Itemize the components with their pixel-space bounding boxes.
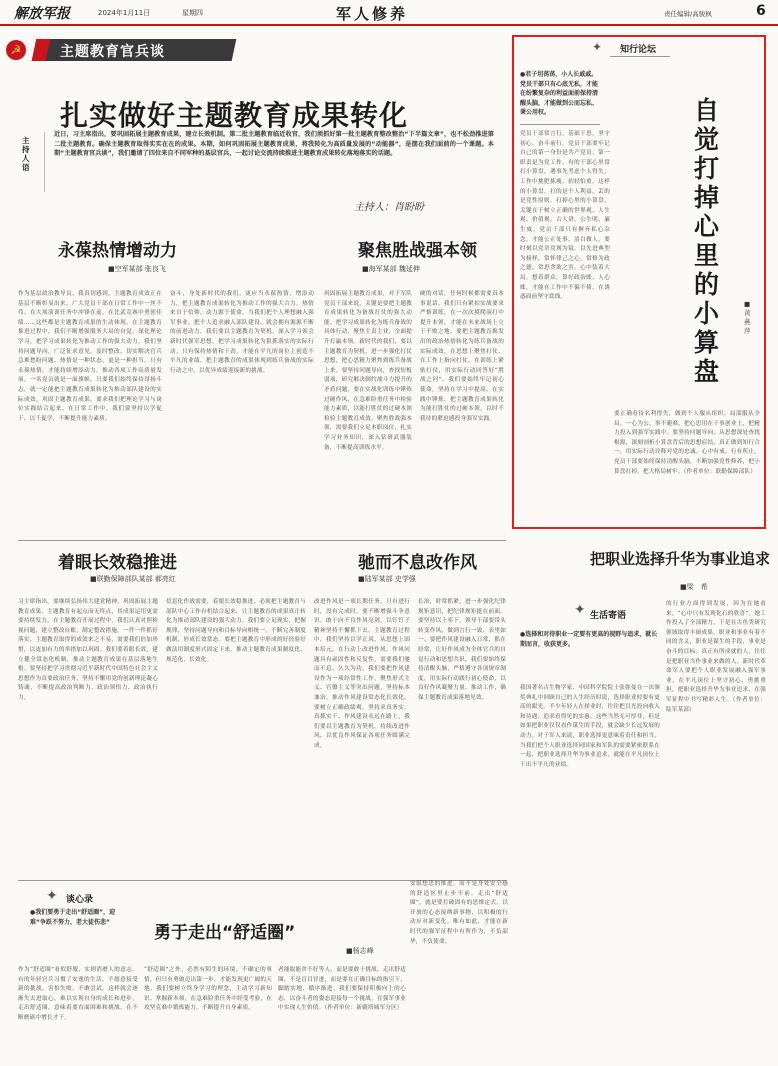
forum-body-b: 要正确看待名利得失，做到个人服从组织、局部服从全局。一心为公、事不避难，把心思用在干事创业上，把精力投入到强军实践中。要坚持问题导向，从思想深处查找根源，深刻剖析小算盘背后的思想症结，真正做到知行合一，用实际行动诠释对党的忠诚。心中有戒，行有所止，党员干部要始终保持清醒头脑，不断加强党性修养，把小算盘打掉，把大格局树牢。（作者单位：联勤保障部队） — [614, 411, 760, 475]
star-icon: ✦ — [592, 40, 603, 54]
forum-body-a: 党员干部常言行，基础于思，坚守初心，奋斗前行。党员干部要牢记自己的第一身份是共产党员，第一职责是为党工作。有的干部心里常打小算盘，遇事先考虑个人得失，工作中挑肥拣瘦、拈轻怕重。这样的小算盘，打的是个人利益，丢的是党性原则。打掉心里的小算盘，关键在于树立正确的世界观、人生观、价值观。古人讲，公生明，廉生威。党员干部只有摒弃私心杂念，才能公正处事、清白做人。要时刻以党章党规为镜，以先进典型为榜样，常怀律己之心，常修为政之德，常思贪欲之害。心中装着大局，想着群众，算好政治账、人心账，才能在工作中不偏不倚，在诱惑面前坚守底线。 — [520, 131, 610, 301]
article-title-2: 聚焦胜战强本领 — [358, 241, 477, 261]
article-body-3b: 信息化作战需要，着眼长效稳推进，必须把主题教育与部队中心工作有机结合起来，让主题教育的成果真正转化为推动部队建设的强大动力。我们要立足现实，把握规律，坚持问题导向和目标导向相统一，不断完善制度机制，形成长效常态。要把主题教育中形成的好经验好做法用制度形式固定下来，推动主题教育成果制度化、规范化、长效化。 — [166, 599, 306, 663]
life-author: ■梁 希 — [680, 583, 708, 591]
section-editor: 责任编辑/高骏枫 — [664, 10, 712, 18]
talk-body-a: 作为“舒适圈”看似舒服，实则消磨人的意志。有的年轻官兵习惯了安逸的生活，不愿意接受新的挑战，害怕失败，不敢尝试。这样就会逐渐失去进取心，难以实现自身的成长和进步。走出舒适圈，意味着要直面困难和挑战，在不断磨砺中增长才干。 — [18, 967, 138, 1021]
article-byline-2: ■海军某部 魏延伸 — [362, 265, 420, 273]
article-body-4a: 改进作风是一项长期任务，只有进行时，没有完成时。要不断增强斗争意识，敢于向不良作风亮剑，以钉钉子精神坚持不懈抓下去。主题教育过程中，我们坚持以学正风，从思想上固本培元，在行动上改进作风。作风问题具有顽固性和反复性，需要我们驰而不息、久久为功。我们要把作风建设作为一项经常性工作，聚焦形式主义、官僚主义等突出问题，坚持标本兼治，推动作风建设常态化长效化。要树立正确政绩观，坚持求真务实，真抓实干。作风建设永远在路上，我们要以主题教育为契机，持续改进作风，以优良作风保证各项任务圆满完成。 — [314, 599, 410, 749]
talk-lead: ●我们要勇于走出“舒适圈”，迎难“争跃不努力，老大徒伤悲” — [30, 909, 116, 926]
masthead-rule — [0, 24, 778, 26]
talk-body-b: “舒适圈”之外，必然有陌生的环境、不确定的事情，但只有勇敢迈出第一步，才能发现更广阔的天地。我们要树立终身学习的理念，主动学习新知识、掌握新本领，在急难险重任务中经受考验，在攻坚克难中锻炼能力，不断提升自身素质。 — [144, 967, 272, 1012]
article-body-2b: 硬的对话，任何时候都需要真本事说话。我们只有紧扣实战要求严格训练，在一次次摸爬滚打中提升本领，才能在未来战场上立于不败之地。要把主题教育焕发出的政治热情转化为练兵备战的实际成效，在思想上聚焦打仗、在工作上指向打仗、在训练上紧贴打仗，用实际行动回答好“胜战之问”。我们要始终牢记初心使命，坚持在学习中提高、在实践中锤炼，把主题教育成果转化为能打胜仗的过硬本领，以时不我待的紧迫感投身强军实践。 — [420, 291, 504, 422]
life-column: 生活寄语 — [590, 611, 627, 621]
article-title-3: 着眼长效稳推进 — [58, 553, 177, 573]
life-body-b: 的行业方面得到发展，因为在她看来，“心中只有发现化石的欣喜”。她工作投入了全部精力，于是在古鱼类研究领域取得丰硕成果。职业和事业有着不同的含义，职业是谋生的手段，事业是奋斗的目标。真正有所成就的人，往往是把职业当作事业来做的人。新时代革命军人要把个人职业发展融入强军事业，在平凡岗位上坚守初心、勇挑重担，把职业选择升华为事业追求，在强军征程中书写精彩人生。（作者单位：陆军某部） — [666, 601, 766, 713]
article-title-4: 驰而不息改作风 — [358, 553, 477, 573]
article-title-1: 永葆热情增动力 — [58, 241, 177, 261]
forum-author: ■黄燕萍 — [744, 300, 751, 335]
banner-title: 主题教育官兵谈 — [60, 44, 165, 60]
talk-author: ■杨志峰 — [346, 947, 374, 955]
talk-column: 谈心录 — [66, 895, 94, 905]
host-signature: 主持人：肖盼盼 — [354, 202, 424, 213]
article-body-2a: 巩固拓展主题教育成果，对于军队党员干部来说，关键是要把主题教育成果转化为备战打仗的强大动能。把学习成果转化为练兵备战的具体行动，聚焦主责主业，全面提升打赢本领。新时代的我们，要以主题教育为契机，进一步强化打仗思想，把心思精力聚焦到练兵备战上来。要坚持问题导向，查找短板弱项，研究解决制约战斗力提升的矛盾问题。要在实战化训练中锤炼过硬作风，在急难险重任务中检验能力素质，以能打胜仗的过硬本领检验主题教育成效。聚焦胜战强本领，需要我们立足本职岗位，扎实学习业务知识，深入钻研武器装备，不断提高训练水平。 — [324, 291, 412, 451]
issue-date: 2024年1月11日 — [98, 9, 151, 17]
talk-headline: 勇于走出“舒适圈” — [154, 923, 296, 943]
page-number: 6 — [756, 3, 766, 19]
talk-star-icon: ✦ — [46, 888, 58, 904]
main-headline: 扎实做好主题教育成果转化 — [60, 99, 409, 132]
life-lead: ●选择和对待职业一定要有更高的视野与追求，就长期而言，收获更多。 — [520, 631, 658, 648]
article-byline-4: ■陆军某部 史学强 — [358, 575, 416, 583]
talk-body-c: 者能取能舍不好等人，而是要敢于挑战。走出舒适圈，不是盲目冒进，而是要在正确目标的指引下，脚踏实地、循序渐进。我们要保持积极向上的心态，以奋斗者的姿态迎接每一个挑战，在强军事业中实现人生价值。（作者单位：新疆塔城军分区） — [278, 967, 406, 1012]
section-title: 军人修养 — [336, 5, 409, 23]
article-body-4b: 长治，时常抓紧，进一步强化纪律规矩意识，把纪律规矩挺在前面。要坚持以上率下，领导干部要带头转变作风，做到言行一致、表里如一。要把作风建设融入日常、抓在经常，让好作风成为全体官兵的自觉行动和思想共识。我们要始终保持清醒头脑，严格遵守各项规章制度，用实际行动践行初心使命，以良好作风凝聚力量、推动工作，确保主题教育成果落地见效。 — [418, 599, 506, 701]
forum-headline: 自觉打掉心里的小算盘 — [694, 96, 720, 386]
article-byline-1: ■空军某部 张良飞 — [108, 265, 166, 273]
life-body-a: 我国著名古生物学家、中国科学院院士张弥曼在一次颁奖典礼中回顾自己的人生经历时说，选择职业时要有更高的眼光。不少年轻人在择业时，往往把目光投向收入和待遇，追求看得见的实惠。这些当然无可厚非，但是如果把职业仅仅看作谋生的手段，就会缺少长远发展的动力。对于军人来说，职业选择更意味着责任和担当。当我们把个人职业选择同国家和军队的需要紧密联系在一起，把职业选择升华为事业追求，就能在平凡岗位上干出不平凡的业绩。 — [520, 685, 660, 768]
party-emblem-icon: ☭ — [6, 40, 26, 60]
paper-logo: 解放军报 — [14, 6, 70, 22]
forum-lead: ●君子坦荡荡，小人长戚戚。党员干部只有心底无私，才能在纷繁复杂的利益面前保持清醒头脑，才能做到公而忘私、秉公用权。 — [520, 71, 599, 116]
issue-weekday: 星期四 — [182, 9, 203, 17]
host-box — [18, 130, 496, 216]
column-banner — [0, 37, 260, 63]
forum-column: 知行论坛 — [620, 45, 657, 55]
article-body-1a: 作为基层政治教导员，我真切感到，主题教育成效正在基层不断彰显出来。广大党员干部在日常工作中一丝不苟、在大项演训任务中冲锋在前，在比武竞赛中勇创佳绩……这些都是主题教育成果的生动体现。在主题教育推进过程中，我们不断增强服务大局的自觉，深化理论学习，把学习成果转化为推动工作的强大动力。我们坚持问题导向，广泛征求意见，及时整改，切实解决官兵急难愁盼问题。热情是一种状态，更是一种担当。只有永葆热情，才能持续增添动力，推动各项工作高质量发展。一名党员就是一面旗帜，只要我们始终保持昂扬斗志，就一定能把主题教育成果转化为推动部队建设的实际成效。巩固主题教育成果，要求我们把理论学习与岗位实践结合起来。在日常工作中，我们要坚持以学促干、以干促学，不断提升能力素质。 — [18, 291, 162, 422]
host-label: 主持人语 — [22, 136, 30, 172]
article-body-3a: 习主席指出，要继续弘扬伟大建党精神，巩固拓展主题教育成果。主题教育有起点而无终点，其成果运用更需要持续发力。在主题教育开展过程中，我们认真对照检视问题，建立整改台账，制定整改措施，一件一件抓好落实。主题教育取得的成效来之不易，需要我们倍加珍惜，以更加有力的举措加以巩固。我们要着眼长效，建立健全常态化机制，推动主题教育成果在基层落地生根。要坚持把学习贯彻习近平新时代中国特色社会主义思想作为首要政治任务，坚持不懈用党的创新理论凝心铸魂，不断提高政治判断力、政治领悟力、政治执行力。 — [18, 599, 158, 701]
article-byline-3: ■联勤保障部队某部 郝亮红 — [90, 575, 176, 583]
life-headline: 把职业选择升华为事业追求 — [590, 550, 771, 568]
masthead — [0, 0, 778, 24]
host-text: 近日，习主席指出，要巩固拓展主题教育成果，建立长效机制。第二批主题教育临近收官，我们须抓好第一批主题教育整改整治“下半篇文章”，也不松劲推进第二批主题教育。确保主题教育取得实实在在的成果。本期，如何巩固拓展主题教育成果，将我转化为高质量发展的“动能器”，是摆在我们面前的一个课题。本期“主题教育官兵谈”，我们邀请了四位来自不同军种的基层官兵，一起讨论交流持续推进主题教育成果转化落地落实的话题。 — [54, 131, 494, 157]
article-body-1b: 奋斗，身处新时代的我们，更应当永葆热情、增添动力，把主题教育成果转化为推动工作的强大合力。热情来自于信仰，动力源于使命。当我们把个人理想融入强军事业，把个人追求融入部队建设，就会拥有源源不断的前进动力。我们要以主题教育为契机，深入学习领会新时代强军思想，把学习成果转化为狠抓落实的实际行动。只有保持热情和干劲，才能在平凡的岗位上创造不平凡的业绩，把主题教育的成果体现到练兵备战的实际行动之中，以优异成绩迎接新的挑战。 — [170, 291, 314, 374]
talk-body-d: 安聪想思的推进，而不是身处安全感的舒适区里止步不前。走出“舒适圈”，就是要打破固有的思维定式，以开放的心态接纳新事物，以积极的行动应对新变化。唯有如此，才能在新时代的强军征程中有所作为，不负韶华，不负使命。 — [410, 881, 508, 945]
life-star-icon: ✦ — [574, 602, 586, 618]
